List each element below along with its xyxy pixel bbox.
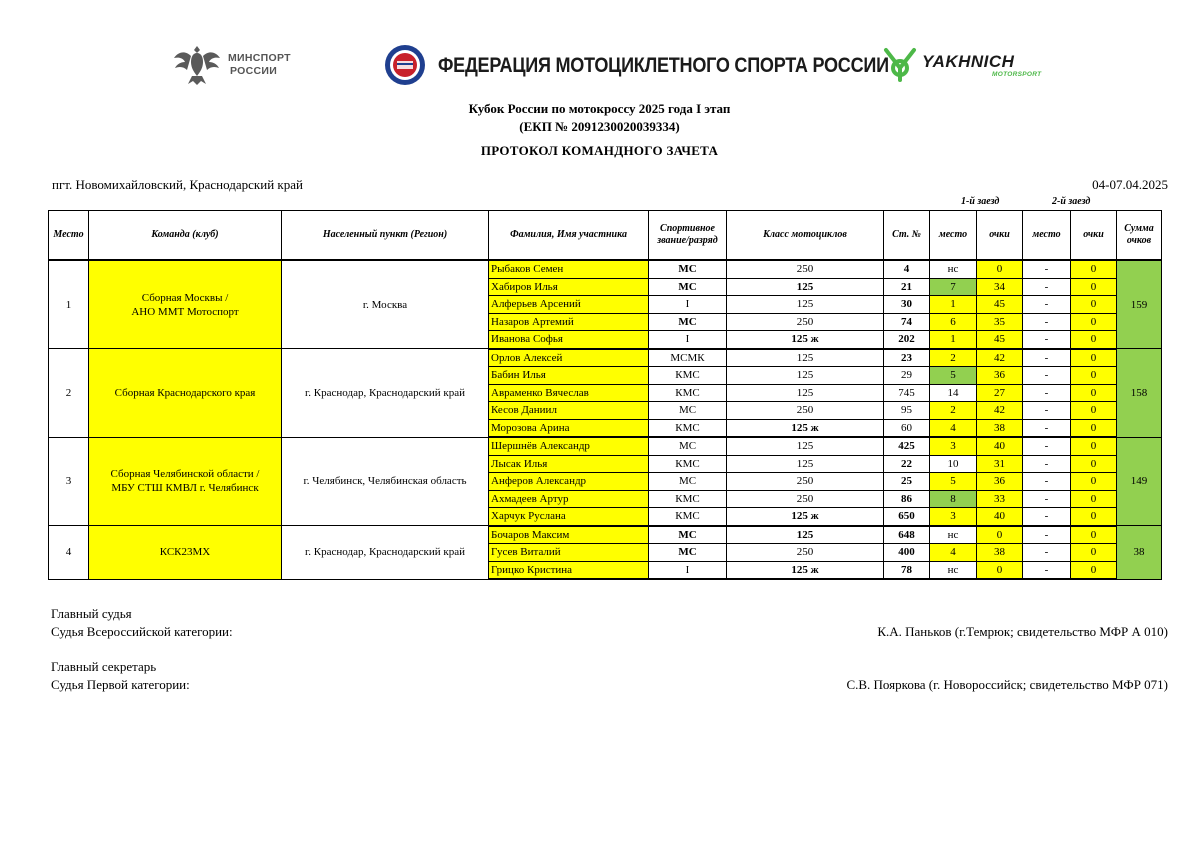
heat1-place: 2 xyxy=(930,402,977,420)
heat2-place: - xyxy=(1023,367,1071,385)
secretary-category: Судья Первой категории: xyxy=(51,677,190,692)
rider-number: 25 xyxy=(884,473,930,491)
rider-name: Морозова Арина xyxy=(489,419,649,437)
rider-rank: КМС xyxy=(649,455,727,473)
heat2-points: 0 xyxy=(1071,331,1117,349)
heat1-place: 6 xyxy=(930,313,977,331)
rider-name: Кесов Даниил xyxy=(489,402,649,420)
federation-logo xyxy=(380,42,889,88)
team-name: КСК23МХ xyxy=(89,526,282,580)
col-heat2-place: место xyxy=(1023,211,1071,261)
heat1-label: 1-й заезд xyxy=(961,196,1000,207)
rider-rank: МСМК xyxy=(649,349,727,367)
heat1-points: 45 xyxy=(977,296,1023,314)
heat1-place: 8 xyxy=(930,490,977,508)
col-total: Сумма очков xyxy=(1117,211,1162,261)
team-place: 4 xyxy=(49,526,89,580)
team-total: 158 xyxy=(1117,349,1162,438)
table-row xyxy=(49,260,1162,278)
heat2-points: 0 xyxy=(1071,402,1117,420)
heat1-points: 36 xyxy=(977,367,1023,385)
rider-rank: I xyxy=(649,561,727,579)
team-region: г. Краснодар, Краснодарский край xyxy=(282,349,489,438)
rider-name: Гусев Виталий xyxy=(489,544,649,562)
rider-rank: КМС xyxy=(649,508,727,526)
rider-number: 29 xyxy=(884,367,930,385)
heat1-points: 0 xyxy=(977,526,1023,544)
heat1-points: 42 xyxy=(977,402,1023,420)
rider-name: Бабин Илья xyxy=(489,367,649,385)
competition-title: Кубок России по мотокроссу 2025 года I этап xyxy=(468,101,731,116)
heat1-place: 2 xyxy=(930,349,977,367)
rider-number: 74 xyxy=(884,313,930,331)
col-rider: Фамилия, Имя участника xyxy=(489,211,649,261)
rider-rank: МС xyxy=(649,278,727,296)
rider-number: 202 xyxy=(884,331,930,349)
rider-name: Бочаров Максим xyxy=(489,526,649,544)
heat2-points: 0 xyxy=(1071,367,1117,385)
heat2-place: - xyxy=(1023,278,1071,296)
heat1-points: 38 xyxy=(977,419,1023,437)
rider-name: Авраменко Вячеслав xyxy=(489,384,649,402)
rider-name: Хабиров Илья xyxy=(489,278,649,296)
rider-number: 30 xyxy=(884,296,930,314)
heat1-points: 40 xyxy=(977,508,1023,526)
results-table xyxy=(48,210,1162,580)
heat2-points: 0 xyxy=(1071,349,1117,367)
rider-class: 250 xyxy=(727,313,884,331)
heat2-points: 0 xyxy=(1071,313,1117,331)
heat1-place: 7 xyxy=(930,278,977,296)
col-heat2-points: очки xyxy=(1071,211,1117,261)
heat2-points: 0 xyxy=(1071,526,1117,544)
heat1-points: 42 xyxy=(977,349,1023,367)
rider-number: 400 xyxy=(884,544,930,562)
rider-class: 125 xyxy=(727,367,884,385)
heat2-place: - xyxy=(1023,490,1071,508)
col-team: Команда (клуб) xyxy=(89,211,282,261)
rider-class: 125 xyxy=(727,437,884,455)
minsport-logo-text: МИНСПОРТ РОССИИ xyxy=(228,52,291,77)
heat1-place: 5 xyxy=(930,473,977,491)
team-total: 149 xyxy=(1117,437,1162,526)
team-total: 159 xyxy=(1117,260,1162,349)
col-place: Место xyxy=(49,211,89,261)
team-name: Сборная Краснодарского края xyxy=(89,349,282,438)
heat2-label: 2-й заезд xyxy=(1052,196,1091,207)
heat1-place: 5 xyxy=(930,367,977,385)
heat1-place: нс xyxy=(930,561,977,579)
rider-rank: МС xyxy=(649,473,727,491)
heat2-points: 0 xyxy=(1071,561,1117,579)
event-dates: 04-07.04.2025 xyxy=(1092,177,1168,192)
rider-class: 125 xyxy=(727,455,884,473)
rider-name: Шершнёв Александр xyxy=(489,437,649,455)
rider-number: 86 xyxy=(884,490,930,508)
minsport-logo xyxy=(172,42,302,88)
judge-title: Главный судья xyxy=(51,606,132,621)
col-rank: Спортивное звание/разряд xyxy=(649,211,727,261)
team-region: г. Челябинск, Челябинская область xyxy=(282,437,489,526)
heat2-place: - xyxy=(1023,260,1071,278)
heat2-points: 0 xyxy=(1071,260,1117,278)
heat1-place: 3 xyxy=(930,508,977,526)
sponsor-emblem-icon xyxy=(880,46,920,84)
rider-rank: МС xyxy=(649,313,727,331)
heat2-points: 0 xyxy=(1071,544,1117,562)
heat1-place: 4 xyxy=(930,419,977,437)
secretary-title: Главный секретарь xyxy=(51,659,157,674)
table-row xyxy=(49,349,1162,367)
rider-name: Рыбаков Семен xyxy=(489,260,649,278)
rider-class: 250 xyxy=(727,473,884,491)
heat1-points: 40 xyxy=(977,437,1023,455)
heat2-points: 0 xyxy=(1071,296,1117,314)
heat1-points: 34 xyxy=(977,278,1023,296)
heat2-points: 0 xyxy=(1071,437,1117,455)
rider-name: Ахмадеев Артур xyxy=(489,490,649,508)
heat2-place: - xyxy=(1023,544,1071,562)
heat2-place: - xyxy=(1023,473,1071,491)
protocol-title: ПРОТОКОЛ КОМАНДНОГО ЗАЧЕТА xyxy=(480,143,719,158)
rider-number: 425 xyxy=(884,437,930,455)
team-name: Сборная Челябинской области / МБУ СТШ КМВЛ г. Челябинск xyxy=(89,437,282,526)
federation-name: ФЕДЕРАЦИЯ МОТОЦИКЛЕТНОГО СПОРТА РОССИИ xyxy=(438,54,889,77)
sponsor-name: YAKHNICH xyxy=(922,52,1015,71)
rider-number: 22 xyxy=(884,455,930,473)
team-place: 2 xyxy=(49,349,89,438)
heat1-points: 38 xyxy=(977,544,1023,562)
rider-rank: МС xyxy=(649,402,727,420)
rider-name: Харчук Руслана xyxy=(489,508,649,526)
rider-number: 650 xyxy=(884,508,930,526)
judge-category: Судья Всероссийской категории: xyxy=(51,624,233,639)
rider-class: 125 xyxy=(727,384,884,402)
rider-class: 125 xyxy=(727,296,884,314)
rider-class: 125 ж xyxy=(727,561,884,579)
rider-class: 125 ж xyxy=(727,419,884,437)
heat1-place: 1 xyxy=(930,331,977,349)
heat1-place: 3 xyxy=(930,437,977,455)
rider-name: Лысак Илья xyxy=(489,455,649,473)
col-class: Класс мотоциклов xyxy=(727,211,884,261)
rider-class: 125 xyxy=(727,278,884,296)
heat1-points: 0 xyxy=(977,260,1023,278)
col-number: Ст. № xyxy=(884,211,930,261)
rider-name: Орлов Алексей xyxy=(489,349,649,367)
heat1-place: нс xyxy=(930,260,977,278)
col-heat1-place: место xyxy=(930,211,977,261)
rider-number: 60 xyxy=(884,419,930,437)
rider-class: 125 ж xyxy=(727,331,884,349)
heat2-place: - xyxy=(1023,296,1071,314)
team-place: 1 xyxy=(49,260,89,349)
secretary-name: С.В. Пояркова (г. Новороссийск; свидетельство МФР 071) xyxy=(846,677,1168,692)
heat2-points: 0 xyxy=(1071,384,1117,402)
heat1-points: 27 xyxy=(977,384,1023,402)
heat1-points: 31 xyxy=(977,455,1023,473)
rider-rank: I xyxy=(649,331,727,349)
heat2-points: 0 xyxy=(1071,419,1117,437)
heat1-place: 10 xyxy=(930,455,977,473)
rider-class: 250 xyxy=(727,544,884,562)
results-body xyxy=(49,260,1162,579)
heat2-place: - xyxy=(1023,561,1071,579)
location: пгт. Новомихайловский, Краснодарский край xyxy=(52,177,303,192)
ekp-number: (ЕКП № 2091230020039334) xyxy=(519,119,680,134)
team-region: г. Москва xyxy=(282,260,489,349)
col-heat1-points: очки xyxy=(977,211,1023,261)
heat2-points: 0 xyxy=(1071,490,1117,508)
rider-class: 250 xyxy=(727,260,884,278)
rider-rank: КМС xyxy=(649,419,727,437)
table-row xyxy=(49,526,1162,544)
rider-rank: КМС xyxy=(649,490,727,508)
table-header-row xyxy=(49,211,1162,261)
rider-number: 648 xyxy=(884,526,930,544)
heat2-points: 0 xyxy=(1071,278,1117,296)
rider-number: 4 xyxy=(884,260,930,278)
heat2-place: - xyxy=(1023,437,1071,455)
heat1-place: нс xyxy=(930,526,977,544)
sponsor-logo xyxy=(880,46,1050,86)
heat2-points: 0 xyxy=(1071,455,1117,473)
sponsor-subtitle: MOTORSPORT xyxy=(992,71,1042,78)
heat1-place: 4 xyxy=(930,544,977,562)
eagle-emblem-icon xyxy=(172,42,222,88)
heat1-points: 35 xyxy=(977,313,1023,331)
heat1-points: 36 xyxy=(977,473,1023,491)
rider-class: 125 ж xyxy=(727,508,884,526)
rider-name: Грицко Кристина xyxy=(489,561,649,579)
team-place: 3 xyxy=(49,437,89,526)
rider-name: Анферов Александр xyxy=(489,473,649,491)
heat1-points: 33 xyxy=(977,490,1023,508)
rider-class: 125 xyxy=(727,349,884,367)
rider-rank: МС xyxy=(649,544,727,562)
heat2-place: - xyxy=(1023,384,1071,402)
team-total: 38 xyxy=(1117,526,1162,580)
heat2-place: - xyxy=(1023,331,1071,349)
federation-emblem-icon xyxy=(380,42,430,88)
rider-class: 125 xyxy=(727,526,884,544)
heat2-place: - xyxy=(1023,313,1071,331)
heat1-place: 1 xyxy=(930,296,977,314)
heat2-place: - xyxy=(1023,526,1071,544)
team-name: Сборная Москвы / АНО ММТ Мотоспорт xyxy=(89,260,282,349)
heat2-place: - xyxy=(1023,402,1071,420)
rider-rank: КМС xyxy=(649,384,727,402)
heat1-place: 14 xyxy=(930,384,977,402)
heat1-points: 0 xyxy=(977,561,1023,579)
heat2-place: - xyxy=(1023,455,1071,473)
rider-class: 250 xyxy=(727,490,884,508)
heat2-place: - xyxy=(1023,419,1071,437)
heat2-place: - xyxy=(1023,349,1071,367)
rider-name: Алферьев Арсений xyxy=(489,296,649,314)
rider-number: 23 xyxy=(884,349,930,367)
rider-rank: МС xyxy=(649,260,727,278)
rider-rank: I xyxy=(649,296,727,314)
heat2-points: 0 xyxy=(1071,473,1117,491)
rider-number: 21 xyxy=(884,278,930,296)
judge-name: К.А. Паньков (г.Темрюк; свидетельство МФР А 010) xyxy=(877,624,1168,639)
rider-name: Назаров Артемий xyxy=(489,313,649,331)
rider-number: 78 xyxy=(884,561,930,579)
rider-number: 745 xyxy=(884,384,930,402)
col-region: Населенный пункт (Регион) xyxy=(282,211,489,261)
heat2-points: 0 xyxy=(1071,508,1117,526)
table-row xyxy=(49,437,1162,455)
rider-rank: МС xyxy=(649,526,727,544)
heat2-place: - xyxy=(1023,508,1071,526)
rider-class: 250 xyxy=(727,402,884,420)
rider-rank: МС xyxy=(649,437,727,455)
team-region: г. Краснодар, Краснодарский край xyxy=(282,526,489,580)
rider-number: 95 xyxy=(884,402,930,420)
rider-rank: КМС xyxy=(649,367,727,385)
rider-name: Иванова Софья xyxy=(489,331,649,349)
heat1-points: 45 xyxy=(977,331,1023,349)
